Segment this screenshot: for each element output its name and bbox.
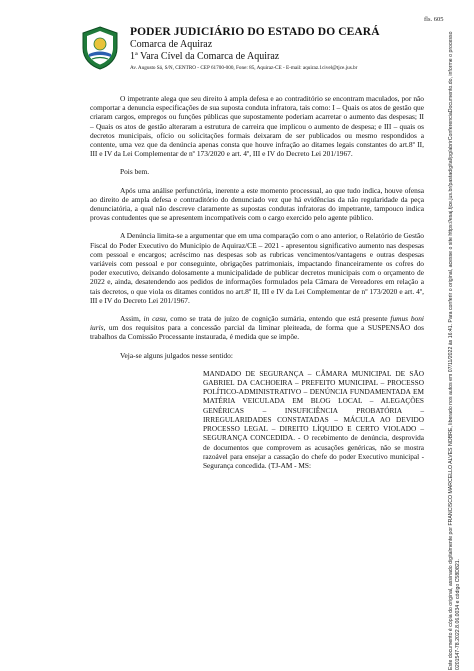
court-address: Av. Augusto Sá, S/N, CENTRO - CEP 61700-000, Fone: 85, Aquiraz-CE - E-mail: aquiraz.1civel@tjce.jus.br: [130, 65, 358, 71]
paragraph-4: A Denúncia limita-se a argumentar que em uma comparação com o ano anterior, o Relatório de Gestão Fiscal do Poder Executivo do Município de Aquiraz/CE – 2021 - apresentou significativo aumento nas despesas com pessoal e encargos; acréscimo nas despesas sob as rubricas vencimentos/vantagens e outras despesas variáveis com pessoal e por conseguinte, obrigações patrimoniais, impactando financeiramente os cofres do poder executivo, deixando dolosamente a municipalidade de publicar decretos municipais com o orçamento de 2022 e, ainda, desatendendo aos pedidos de informações formulados pela Câmara de Vereadores em relação a tais decretos, o que viola os ditames contidos no art.8º II, III e IV da Lei Complementar de nº 173/2020 e art. 4º, III e IV do Decreto Lei 201/1967.: [90, 231, 424, 305]
paragraph-5: [90, 314, 424, 342]
authentication-side-note: Este documento é cópia do original, assinado digitalmente por FRANCISCO MARCELLO ALVES NOBRE, liberado nos autos em 07/11/2022 às 16:41. Para conferir o original, acesse o site https://esaj.tjce.jus.br/pastadigital/pg/abrirConferenciaDocumento.do, informe o processo 0201547-78.2022.8.06.0034 e código C58D821.: [448, 31, 461, 670]
court-title: PODER JUDICIÁRIO DO ESTADO DO CEARÁ: [130, 26, 380, 38]
case-citation: MANDADO DE SEGURANÇA – CÂMARA MUNICIPAL DE SÃO GABRIEL DA CACHOEIRA – PREFEITO MUNICIPAL – PROCESSO POLÍTICO-ADMINISTRATIVO – DENÚNCIA FUNDAMENTADA EM MATÉRIA VEICULADA EM BLOG LOCAL – ALEGAÇÕES GENÉRICAS – INSUFICIÊNCIA PROBATÓRIA – IRREGULARIDADES CONSTATADAS – MÁCULA AO DEVIDO PROCESSO LEGAL – DIREITO LÍQUIDO E CERTO VIOLADO – SEGURANÇA CONCEDIDA. - O recebimento de denúncia, desprovida de documentos que comprovem as acusações genéricas, não se mostra razoável para ensejar a cassação do chefe do poder Executivo municipal - Segurança concedida. (TJ-AM - MS:: [203, 368, 424, 470]
district-name: Comarca de Aquiraz: [130, 39, 213, 50]
ceara-coat-of-arms-icon: [80, 26, 120, 70]
paragraph-2: Pois bem.: [120, 167, 150, 177]
document-body: [90, 94, 424, 470]
p5-text-c: , como se trata de juízo de cognição sumária, entendo que está presente: [165, 314, 391, 324]
p5-italic-fumus: fumus boni iuris: [90, 314, 424, 333]
p5-text-e: , um dos requisitos para a concessão parcial da liminar pleiteada, de forma que a SUSPENSÃO dos trabalhos da Comissão Processante instaurada, é medida que se impõe.: [90, 323, 424, 342]
document-header: [130, 26, 380, 72]
paragraph-3: Após uma análise perfunctória, inerente a este momento processual, ao que tudo indica, houve ofensa ao direito de ampla defesa e contraditório do denunciado vez que há evidências da não regularidade da peça denunciatória, a qual não descreve claramente as supostas condutas infratoras do impetrante, tampouco indica provas contudentes que se apresentem incompatíveis com o cargo exercido pelo agente público.: [90, 185, 424, 223]
p5-text-a: Assim,: [120, 314, 144, 324]
page-reference: fls. 605: [424, 16, 444, 23]
paragraph-6: Veja-se alguns julgados nesse sentido:: [120, 350, 233, 360]
court-unit: 1ª Vara Cível da Comarca de Aquiraz: [130, 51, 280, 62]
p5-italic-in-casu: in casu: [143, 314, 166, 324]
paragraph-1: O impetrante alega que seu direito à ampla defesa e ao contraditório se encontram maculados, por não comportar a denuncia especificações de sua suposta conduta infratora, tais como: I – Quais os atos de gestão que criaram cargos, empregos ou funções públicas que supostamente poderiam acarretar o aumento das despesas; II – Quais os atos de gestão alteraram a estrutura de carreira que implicou o aumento de despesa; e III – quais os decretos municipais, ofício ou solicitações formais deixaram de ser publicados ou mesmo respondidos a contente, uma vez que da denúncia apenas consta que houve infração ao ditames legais constantes do art.8º II, III e IV da Lei Complementar de nº 173/2020 e art. 4º, III e IV do Decreto Lei 201/1967.: [90, 94, 424, 159]
